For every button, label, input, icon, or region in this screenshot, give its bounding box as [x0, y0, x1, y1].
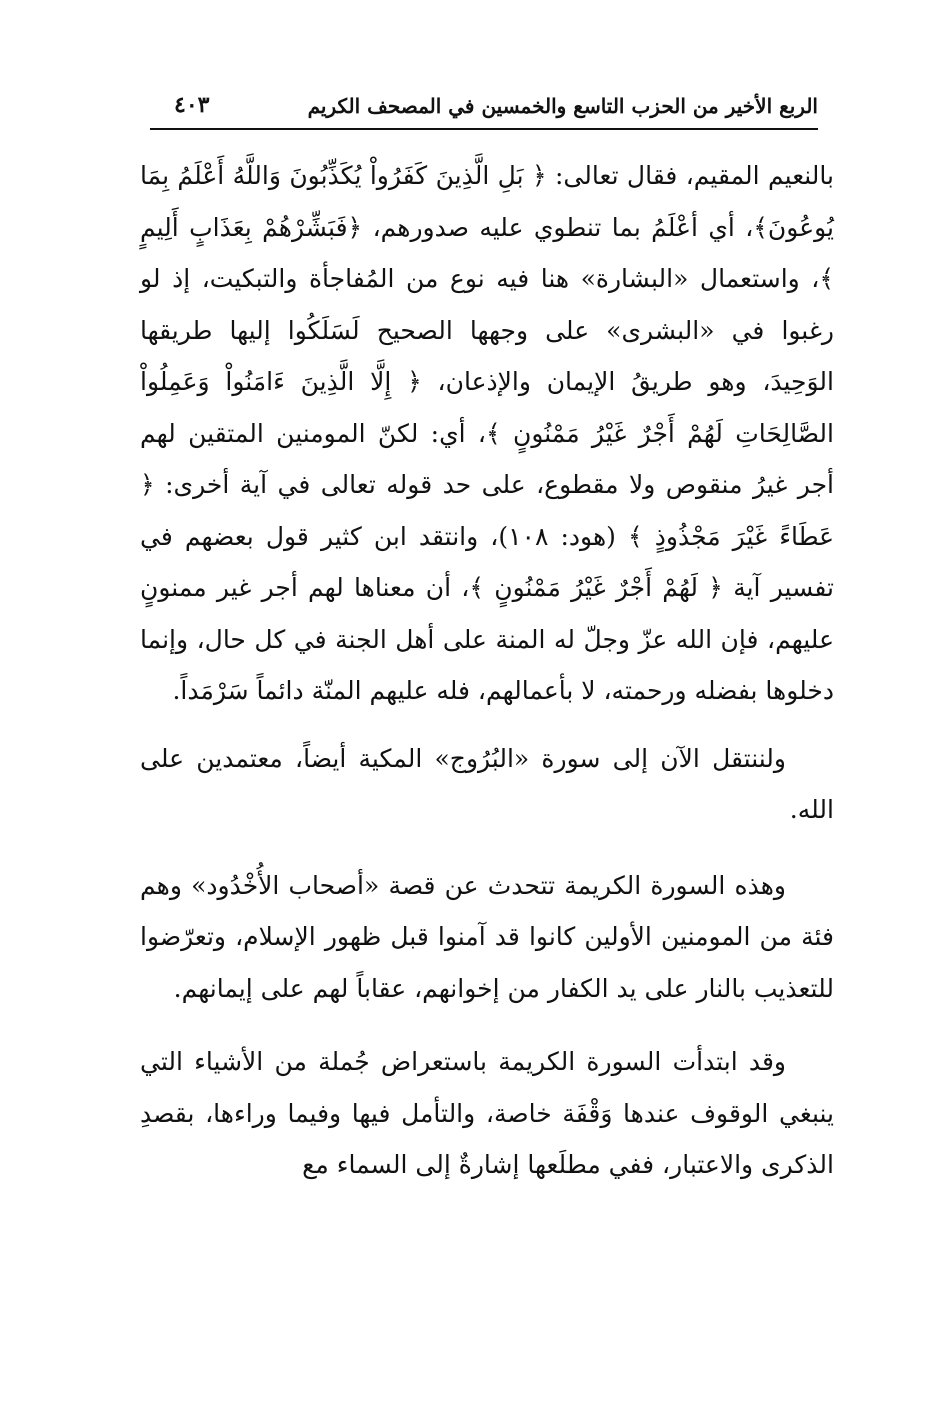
- running-title: الربع الأخير من الحزب التاسع والخمسين في المصحف الكريم: [307, 94, 818, 118]
- paragraph: ولننتقل الآن إلى سورة «البُرُوج» المكية أيضاً، معتمدين على الله.: [140, 743, 834, 824]
- page-number: ٤٠٣: [174, 92, 210, 118]
- paragraph: وقد ابتدأت السورة الكريمة باستعراض جُملة من الأشياء التي ينبغي الوقوف عندها وَقْفَة خاصة، والتأمل فيها وفيما وراءها، بقصدِ الذكرى والاعتبار، ففي مطلَعها إشارةٌ إلى السماء مع: [140, 1047, 834, 1179]
- body-text: [140, 150, 834, 1191]
- paragraph: بالنعيم المقيم، فقال تعالى: ﴿ بَلِ الَّذِينَ كَفَرُواْ يُكَذِّبُونَ وَاللَّهُ أَعْلَمُ بِمَا يُوعُونَ﴾، أي أعْلَمُ بما تنطوي عليه صدورهم، ﴿فَبَشِّرْهُمْ بِعَذَابٍ أَلِيمٍ ﴾، واستعمال «البشارة» هنا فيه نوع من المُفاجأة والتبكيت، إذ لو رغبوا في «البشرى» على وجهها الصحيح لَسَلَكُوا إليها طريقها الوَحِيدَ، وهو طريقُ الإيمان والإذعان، ﴿ إِلَّا الَّذِينَ ءَامَنُواْ وَعَمِلُواْ الصَّالِحَاتِ لَهُمْ أَجْرٌ غَيْرُ مَمْنُونٍ ﴾، أي: لكنّ المومنين المتقين لهم أجر غيرُ منقوص ولا مقطوع، على حد قوله تعالى في آية أخرى: ﴿ عَطَاءً غَيْرَ مَجْذُوذٍ ﴾ (هود: ١٠٨)، وانتقد ابن كثير قول بعضهم في تفسير آية ﴿ لَهُمْ أَجْرٌ غَيْرُ مَمْنُونٍ ﴾، أن معناها لهم أجر غير ممنونٍ عليهم، فإن الله عزّ وجلّ له المنة على أهل الجنة في كل حال، وإنما دخلوها بفضله ورحمته، لا بأعمالهم، فله عليهم المنّة دائماً سَرْمَداً.: [140, 161, 834, 705]
- paragraph: وهذه السورة الكريمة تتحدث عن قصة «أصحاب الأُخْدُود» وهم فئة من المومنين الأولين كانوا قد آمنوا قبل ظهور الإسلام، وتعرّضوا للتعذيب بالنار على يد الكفار من إخوانهم، عقاباً لهم على إيمانهم.: [140, 870, 834, 1003]
- page-header: [150, 92, 818, 130]
